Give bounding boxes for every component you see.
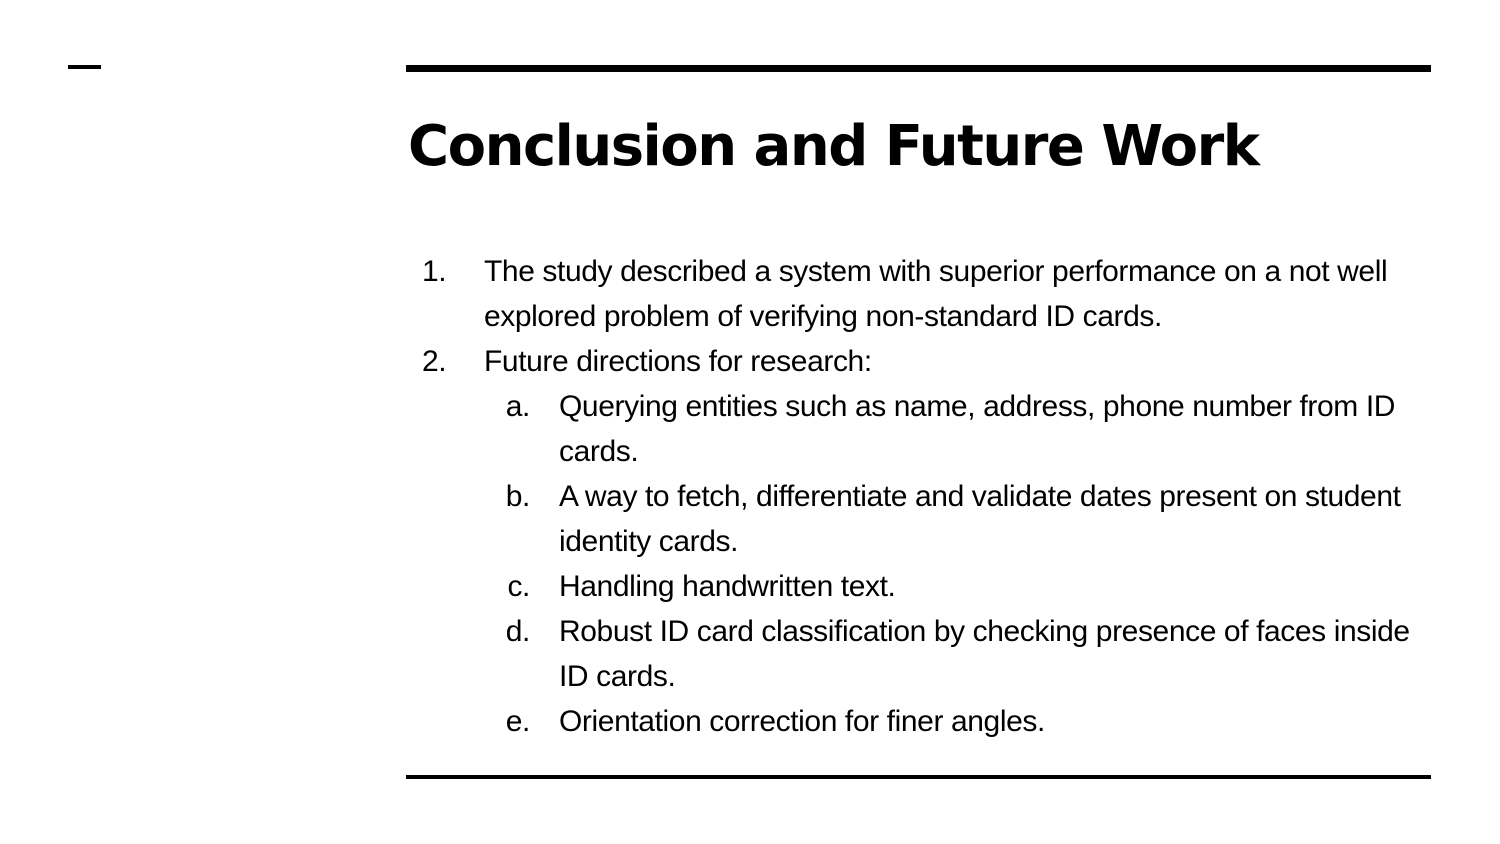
sub-list-item-b [406, 474, 1416, 564]
sub-list-item-d-text: Robust ID card classification by checking presence of faces inside ID cards. [559, 615, 1410, 693]
slide-title: Conclusion and Future Work [408, 114, 1259, 179]
sub-list-item-a [406, 384, 1416, 474]
sub-list-item-a-text: Querying entities such as name, address, phone number from ID cards. [559, 390, 1396, 468]
sub-list-item-d-letter: d. [505, 615, 530, 648]
sub-list-item-a-letter: a. [505, 390, 530, 423]
list-item-1-text: The study described a system with superior performance on a not well explored problem of verifying non-standard ID cards. [484, 255, 1388, 333]
bottom-divider [406, 775, 1431, 779]
sub-list-item-e-letter: e. [505, 705, 530, 738]
sub-list-item-b-letter: b. [505, 480, 530, 513]
sub-list-item-e-text: Orientation correction for finer angles. [559, 705, 1045, 738]
list-item-1 [406, 249, 1416, 339]
list-item-2-number: 2. [422, 345, 447, 378]
sub-list-item-c [406, 564, 1416, 609]
corner-dash-decoration [68, 65, 101, 69]
sub-list-item-e [406, 699, 1416, 744]
sub-list-item-c-text: Handling handwritten text. [559, 570, 896, 603]
top-divider [406, 65, 1431, 72]
list-item-1-number: 1. [422, 255, 447, 288]
sub-list-item-d [406, 609, 1416, 699]
sub-list-item-b-text: A way to fetch, differentiate and validate dates present on student identity cards. [559, 480, 1401, 558]
slide-content [406, 249, 1416, 744]
list-item-2 [406, 339, 1416, 384]
sub-list-item-c-letter: c. [507, 570, 530, 603]
list-item-2-text: Future directions for research: [484, 345, 872, 378]
